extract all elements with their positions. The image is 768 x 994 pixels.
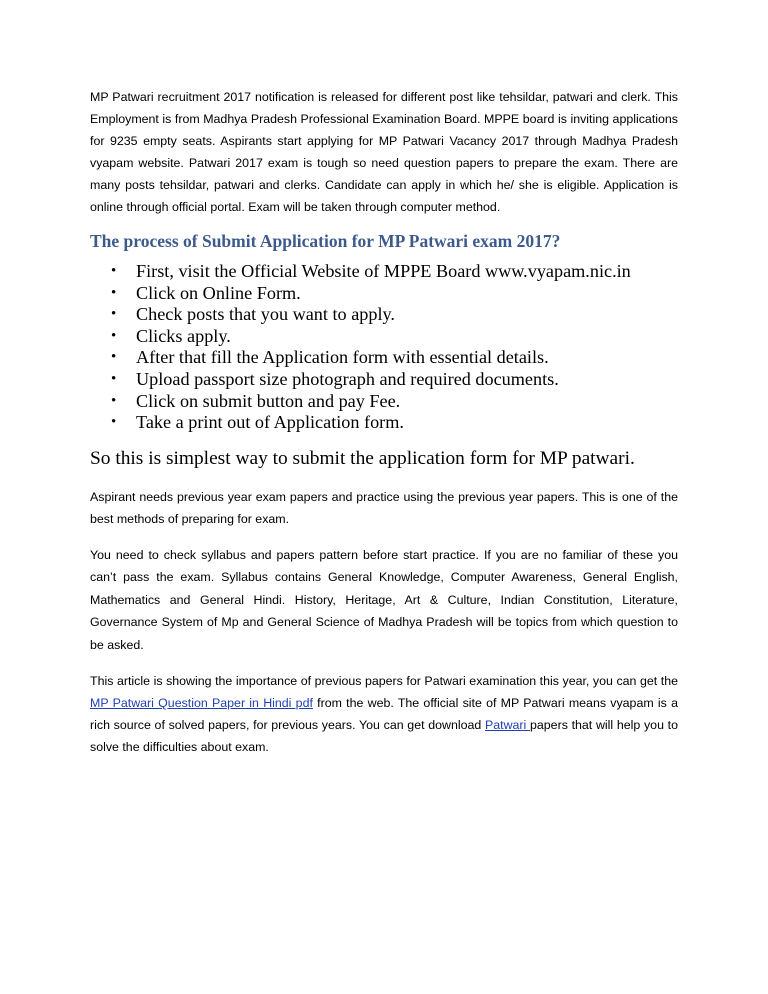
list-item	[90, 283, 678, 305]
list-item	[90, 391, 678, 413]
list-item	[90, 369, 678, 391]
previous-papers-paragraph: Aspirant needs previous year exam papers and practice using the previous year papers. This is one of the best methods of preparing for exam.	[90, 489, 678, 526]
article-paragraph	[90, 670, 678, 758]
summary-line: So this is simplest way to submit the application form for MP patwari.	[90, 447, 635, 469]
step-text: First, visit the Official Website of MPPE Board www.vyapam.nic.in	[136, 261, 631, 281]
step-text: Clicks apply.	[136, 325, 231, 346]
bullet-icon: •	[111, 284, 117, 301]
intro-paragraph: MP Patwari recruitment 2017 notification is released for different post like tehsildar, patwari and clerk. This Employment is from Madhya Pradesh Professional Examination Board. MPPE board is inviting applications for 9235 empty seats. Aspirants start applying for MP Patwari Vacancy 2017 through Madhya Pradesh vyapam website. Patwari 2017 exam is tough so need question papers to prepare the exam. There are many posts tehsildar, patwari and clerks. Candidate can apply in which he/ she is eligible. Application is online through official portal. Exam will be taken through computer method.	[90, 90, 678, 214]
bullet-icon: •	[111, 263, 117, 279]
bullet-icon: •	[111, 414, 117, 431]
bullet-icon: •	[111, 306, 117, 323]
bullet-icon: •	[111, 392, 117, 409]
question-paper-link[interactable]: MP Patwari Question Paper in Hindi pdf	[90, 696, 313, 711]
article-text-part2: from the web. The official site of MP Patwari means vyapam is a rich source of solved papers, for previous years. You can get download	[90, 696, 678, 733]
list-item	[90, 347, 678, 369]
process-heading: The process of Submit Application for MP Patwari exam 2017?	[90, 231, 561, 251]
steps-list	[90, 261, 678, 434]
list-item	[90, 326, 678, 348]
document-page	[90, 86, 678, 758]
syllabus-paragraph: You need to check syllabus and papers pattern before start practice. If you are no familiar of these you can’t pass the exam. Syllabus contains General Knowledge, Computer Awareness, General English, Mathematics and General Hindi. History, Heritage, Art & Culture, Indian Constitution, Literature, Governance System of Mp and General Science of Madhya Pradesh will be topics from which question to be asked.	[90, 547, 678, 652]
list-item	[90, 304, 678, 326]
patwari-link[interactable]: Patwari	[484, 718, 530, 733]
list-item	[90, 412, 678, 434]
step-text: Take a print out of Application form.	[136, 412, 404, 433]
article-text-part1: This article is showing the importance of previous papers for Patwari examination this year, you can get the	[90, 674, 678, 689]
bullet-icon: •	[111, 349, 117, 366]
step-text: Check posts that you want to apply.	[136, 304, 395, 325]
step-text: Click on Online Form.	[136, 282, 301, 303]
bullet-icon: •	[111, 327, 117, 344]
article-text-part3: papers that will help you to solve the difficulties about exam.	[90, 718, 678, 755]
step-text: After that fill the Application form with essential details.	[136, 347, 549, 368]
step-text: Click on submit button and pay Fee.	[136, 390, 401, 411]
list-item	[90, 261, 678, 283]
bullet-icon: •	[111, 370, 117, 387]
step-text: Upload passport size photograph and required documents.	[136, 368, 559, 389]
